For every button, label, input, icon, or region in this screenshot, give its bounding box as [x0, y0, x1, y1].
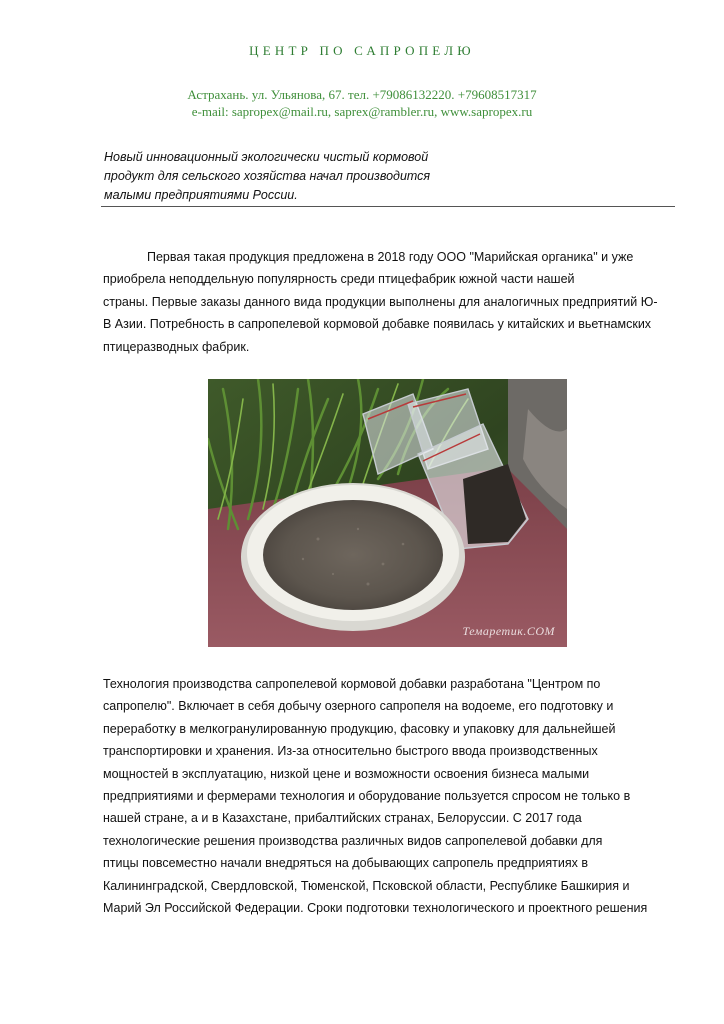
intro-line: Новый инновационный экологически чистый кормовой — [104, 150, 429, 164]
email-line: e-mail: sapropex@mail.ru, saprex@rambler.ru, www.sapropex.ru — [191, 104, 533, 119]
paragraph-line: переработку в мелкогранулированную продукцию, фасовку и упаковку для дальнейшей — [103, 721, 616, 736]
paragraph-line: предприятиями и фермерами технология и оборудование пользуется спросом не только в — [103, 789, 631, 804]
paragraph-line: Первая такая продукция предложена в 2018 году ООО "Марийская органика" и уже — [147, 250, 634, 264]
paragraph-first — [103, 246, 658, 358]
paragraph-line: нашей стране, а и в Казахстане, прибалтийских странах, Белоруссии. С 2017 года — [103, 811, 582, 826]
paragraph-line: приобрела неподдельную популярность среди птицефабрик южной части нашей — [103, 272, 575, 287]
paragraph-line: мощностей в эксплуатацию, низкой цене и возможности освоения бизнеса малыми — [103, 766, 590, 781]
divider — [101, 206, 675, 207]
photo-watermark: Темаретик.СОМ — [462, 624, 555, 638]
paragraph-line: технологические решения производства различных видов сапропелевой добавки для — [103, 833, 603, 848]
product-photo — [208, 379, 567, 647]
paragraph-line: птицеразводных фабрик. — [103, 339, 250, 354]
paragraph-line: транспортировки и хранения. Из-за относительно быстрого ввода производственных — [103, 744, 598, 759]
paragraph-line: страны. Первые заказы данного вида продукции выполнены для аналогичных предприятий Ю- — [103, 294, 658, 309]
paragraph-line: Калининградской, Свердловской, Тюменской, Псковской области, Республике Башкирия и — [103, 878, 630, 893]
paragraph-line: птицы повсеместно начали внедряться на добывающих сапропель предприятиях в — [103, 856, 588, 871]
address-line: Астрахань. ул. Ульянова, 67. тел. +79086132220. +79608517317 — [187, 87, 537, 102]
photo-illustration — [208, 379, 567, 647]
intro-line: продукт для сельского хозяйства начал производится — [104, 169, 431, 183]
paragraph-line: Марий Эл Российской Федерации. Сроки подготовки технологического и проектного решения — [103, 901, 648, 916]
paragraph-line: Технология производства сапропелевой кормовой добавки разработана "Центром по — [103, 677, 601, 691]
contact-block — [0, 86, 724, 120]
intro-line: малыми предприятиями России. — [104, 188, 298, 202]
paragraph-line: сапропелю". Включает в себя добычу озерного сапропеля на водоеме, его подготовку и — [103, 699, 614, 714]
paragraph-line: В Азии. Потребность в сапропелевой кормовой добавке появилась у китайских и вьетнамских — [103, 317, 652, 332]
intro-text — [104, 148, 430, 205]
page-title: ЦЕНТР ПО САПРОПЕЛЮ — [249, 43, 475, 58]
paragraph-second — [103, 673, 647, 919]
